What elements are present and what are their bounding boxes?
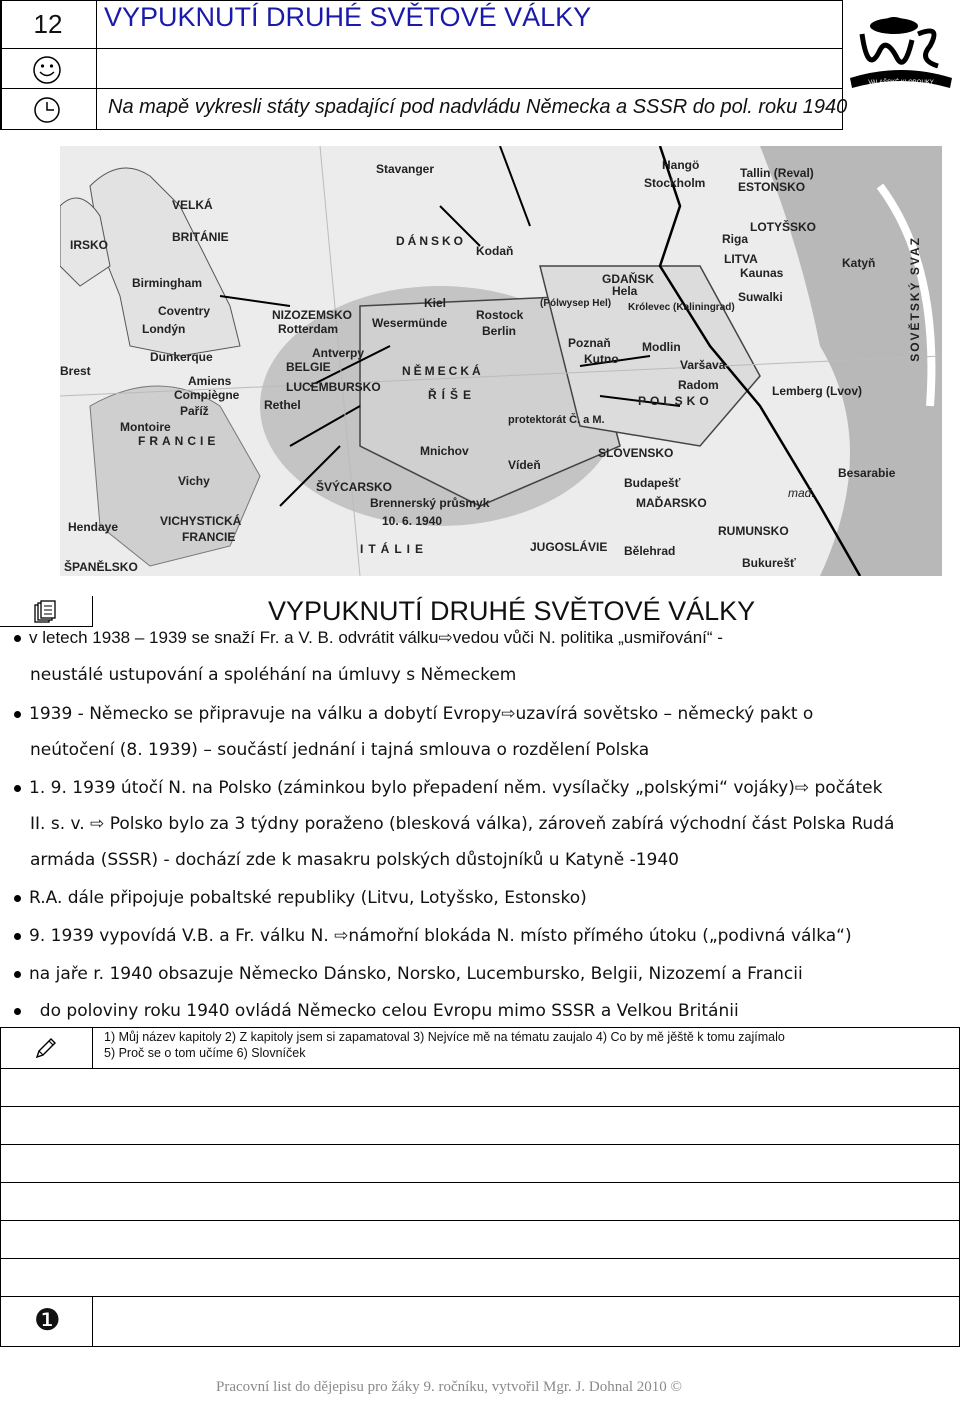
map-label: BRITÁNIE (172, 230, 229, 244)
svg-text:VALAŠSKÉ KLOBOUKY: VALAŠSKÉ KLOBOUKY (868, 80, 934, 86)
map-label: ŠPANĚLSKO (64, 560, 138, 574)
grid-divider (92, 1296, 93, 1347)
header-row-line (0, 48, 843, 49)
bullet-item (14, 704, 813, 724)
title-cell-divider (92, 596, 93, 626)
smiley-icon (30, 54, 64, 86)
grid-line (0, 1220, 960, 1221)
map-label: FRANCIE (138, 434, 220, 448)
map-label: Kutno (584, 352, 619, 366)
map-label: Stavanger (376, 162, 435, 176)
bullet-dot (14, 635, 21, 642)
map-label: Wesermünde (372, 316, 448, 330)
bullet-text: 1939 - Německo se připravuje na válku a dobytí Evropy⇨uzavírá sovětsko – německý pakt o (29, 704, 814, 724)
map-label: RUMUNSKO (718, 524, 789, 538)
number-one-marker: ❶ (34, 1303, 61, 1338)
map-label: Rethel (264, 398, 301, 412)
map-label: Hangö (662, 158, 700, 172)
map-label: Vichy (178, 474, 210, 488)
map-label: Bělehrad (624, 544, 676, 558)
map-label: Poznaň (568, 336, 611, 350)
footer-credit: Pracovní list do dějepisu pro žáky 9. ročníku, vytvořil Mgr. J. Dohnal 2010 © (216, 1379, 682, 1395)
bullet-text: na jaře r. 1940 obsazuje Německo Dánsko, Norsko, Lucembursko, Belgii, Nizozemí a Francii (29, 964, 803, 984)
map-label: Amiens (188, 374, 232, 388)
map-label: LITVA (724, 252, 758, 266)
grid-line (0, 1068, 960, 1069)
map-label: Bukurešť (742, 556, 796, 570)
notes-icon (34, 600, 56, 624)
bullet-item (14, 888, 587, 908)
map-label: Modlin (642, 340, 681, 354)
map-label: Dunkerque (150, 350, 213, 364)
bullet-item (14, 964, 803, 984)
bullet-continuation: II. s. v. ⇨ Polsko bylo za 3 týdny poraženo (blesková válka), zároveň zabírá východní část Polska Rudá (30, 814, 895, 834)
header-divider (96, 0, 97, 130)
map-label: Varšava (680, 358, 726, 372)
task-instruction: Na mapě vykresli státy spadající pod nadvládu Německa a SSSR do pol. roku 1940 (108, 96, 848, 118)
map-label: Coventry (158, 304, 211, 318)
map-label: SOVĚTSKÝ SVAZ (908, 236, 922, 362)
map-label: DÁNSKO (396, 234, 467, 248)
map-label: Mnichov (420, 444, 469, 458)
map-label: mad. (788, 486, 815, 500)
bullet-text: v letech 1938 – 1939 se snaží Fr. a V. B. odvrátit válku⇨vedou vůči N. politika „usmiřování“ - (29, 628, 723, 647)
map-label: JUGOSLÁVIE (530, 540, 608, 554)
map-label: Hendaye (68, 520, 119, 534)
map-label: LUCEMBURSKO (286, 380, 381, 394)
bullet-text: R.A. dále připojuje pobaltské republiky (Litvu, Lotyšsko, Estonsko) (29, 888, 587, 908)
map-label: Rotterdam (278, 322, 339, 336)
bullet-dot (14, 895, 21, 902)
bullet-dot (14, 933, 21, 940)
map-label: Hela (612, 284, 638, 298)
map-europe-1940 (60, 146, 942, 576)
map-label: Londýn (142, 322, 186, 336)
bullet-text: 9. 1939 vypovídá V.B. a Fr. válku N. ⇨námořní blokáda N. místo přímého útoku („podivná válka“) (29, 926, 852, 946)
map-label: NIZOZEMSKO (272, 308, 352, 322)
map-label: Lemberg (Lvov) (772, 384, 863, 398)
map-label: Tallin (Reval) (740, 166, 814, 180)
grid-line (0, 1346, 960, 1347)
bullet-continuation: neútočení (8. 1939) – součástí jednání i tajná smlouva o rozdělení Polska (30, 740, 650, 760)
map-label: Kodaň (476, 244, 514, 258)
map-label: Paříž (180, 404, 209, 418)
map-label: MAĎARSKO (636, 496, 707, 510)
bullet-item (14, 926, 852, 946)
title-cell-line (0, 626, 93, 627)
map-label: Kaunas (740, 266, 784, 280)
grid-line (0, 1296, 960, 1297)
map-label: Suwalki (738, 290, 783, 304)
bullet-dot (14, 1008, 21, 1015)
map-label: VICHYSTICKÁ (160, 514, 242, 528)
map-label: Antverpy (312, 346, 365, 360)
pencil-icon (34, 1036, 58, 1060)
map-label: ŘÍŠE (428, 388, 477, 402)
map-label: Birmingham (132, 276, 203, 290)
grid-line (0, 1106, 960, 1107)
grid-line (0, 1182, 960, 1183)
map-label: Montoire (120, 420, 171, 434)
map-label: VELKÁ (172, 198, 213, 212)
map-label: NĚMECKÁ (402, 364, 484, 378)
bullet-dot (14, 711, 21, 718)
map-label: FRANCIE (182, 530, 236, 544)
bullet-text: do poloviny roku 1940 ovládá Německo celou Evropu mimo SSSR a Velkou Británii (29, 1001, 739, 1021)
map-label: BELGIE (286, 360, 331, 374)
map-label: Brennerský průsmyk (370, 496, 490, 510)
bullet-dot (14, 971, 21, 978)
map-label: Budapešť (624, 476, 681, 490)
bullet-item (14, 628, 723, 648)
grid-divider (92, 1027, 93, 1068)
map-label: GDAŇSK (602, 272, 655, 286)
grid-line (0, 1144, 960, 1145)
map-label: Królevec (Kaliningrad) (628, 302, 735, 313)
grid-border-left (0, 1027, 1, 1347)
map-label: LOTYŠSKO (750, 220, 817, 234)
map-label: Kiel (424, 296, 447, 310)
map-label: ŠVÝCARSKO (316, 480, 393, 494)
map-label: Besarabie (838, 466, 896, 480)
grid-line (0, 1027, 960, 1028)
map-label: Rostock (476, 308, 524, 322)
map-label: protektorát Č. a M. (508, 414, 605, 426)
reflection-questions-line2: 5) Proč se o tom učíme 6) Slovníček (104, 1046, 306, 1060)
map-label: Berlin (482, 324, 517, 338)
map-label: 10. 6. 1940 (382, 514, 443, 528)
map-label: ITÁLIE (360, 542, 428, 556)
bullet-continuation: armáda (SSSR) - dochází zde k masakru polských důstojníků u Katyně -1940 (30, 850, 679, 870)
map-label: Stockholm (644, 176, 706, 190)
bullet-continuation: neustálé ustupování a spoléhání na úmluvy s Německem (30, 665, 517, 685)
clock-icon (30, 94, 64, 126)
map-label: IRSKO (70, 238, 109, 252)
map-label: SLOVENSKO (598, 446, 674, 460)
bullet-item (14, 778, 882, 798)
header-row-line (0, 88, 843, 89)
map-label: Riga (722, 232, 749, 246)
grid-line (0, 1258, 960, 1259)
header-border-top (0, 0, 843, 1)
map-label: ESTONSKO (738, 180, 806, 194)
worksheet-number: 12 (33, 8, 63, 39)
map-label: Radom (678, 378, 719, 392)
bullet-text: 1. 9. 1939 útočí N. na Polsko (záminkou bylo přepadení něm. vysílačky „polskými“ vojáky)⇨ počátek (29, 778, 883, 798)
page-title: VYPUKNUTÍ DRUHÉ SVĚTOVÉ VÁLKY (104, 2, 592, 32)
map-label: POLSKO (638, 394, 713, 408)
school-logo (846, 4, 956, 90)
bullet-dot (14, 785, 21, 792)
map-label: Brest (60, 364, 91, 378)
bullet-item (14, 1001, 739, 1021)
header-row-line (0, 129, 843, 130)
map-label: Vídeň (508, 458, 541, 472)
map-label: Katyň (842, 256, 876, 270)
section-title: VYPUKNUTÍ DRUHÉ SVĚTOVÉ VÁLKY (268, 596, 756, 626)
map-label: Compiègne (174, 388, 240, 402)
reflection-questions-line1: 1) Můj název kapitoly 2) Z kapitoly jsem si zapamatoval 3) Nejvíce mě na tématu zaujalo 4) Co by mě jěště k tomu zajímalo (104, 1030, 785, 1044)
map-label: (Pólwysep Hel) (540, 298, 612, 309)
